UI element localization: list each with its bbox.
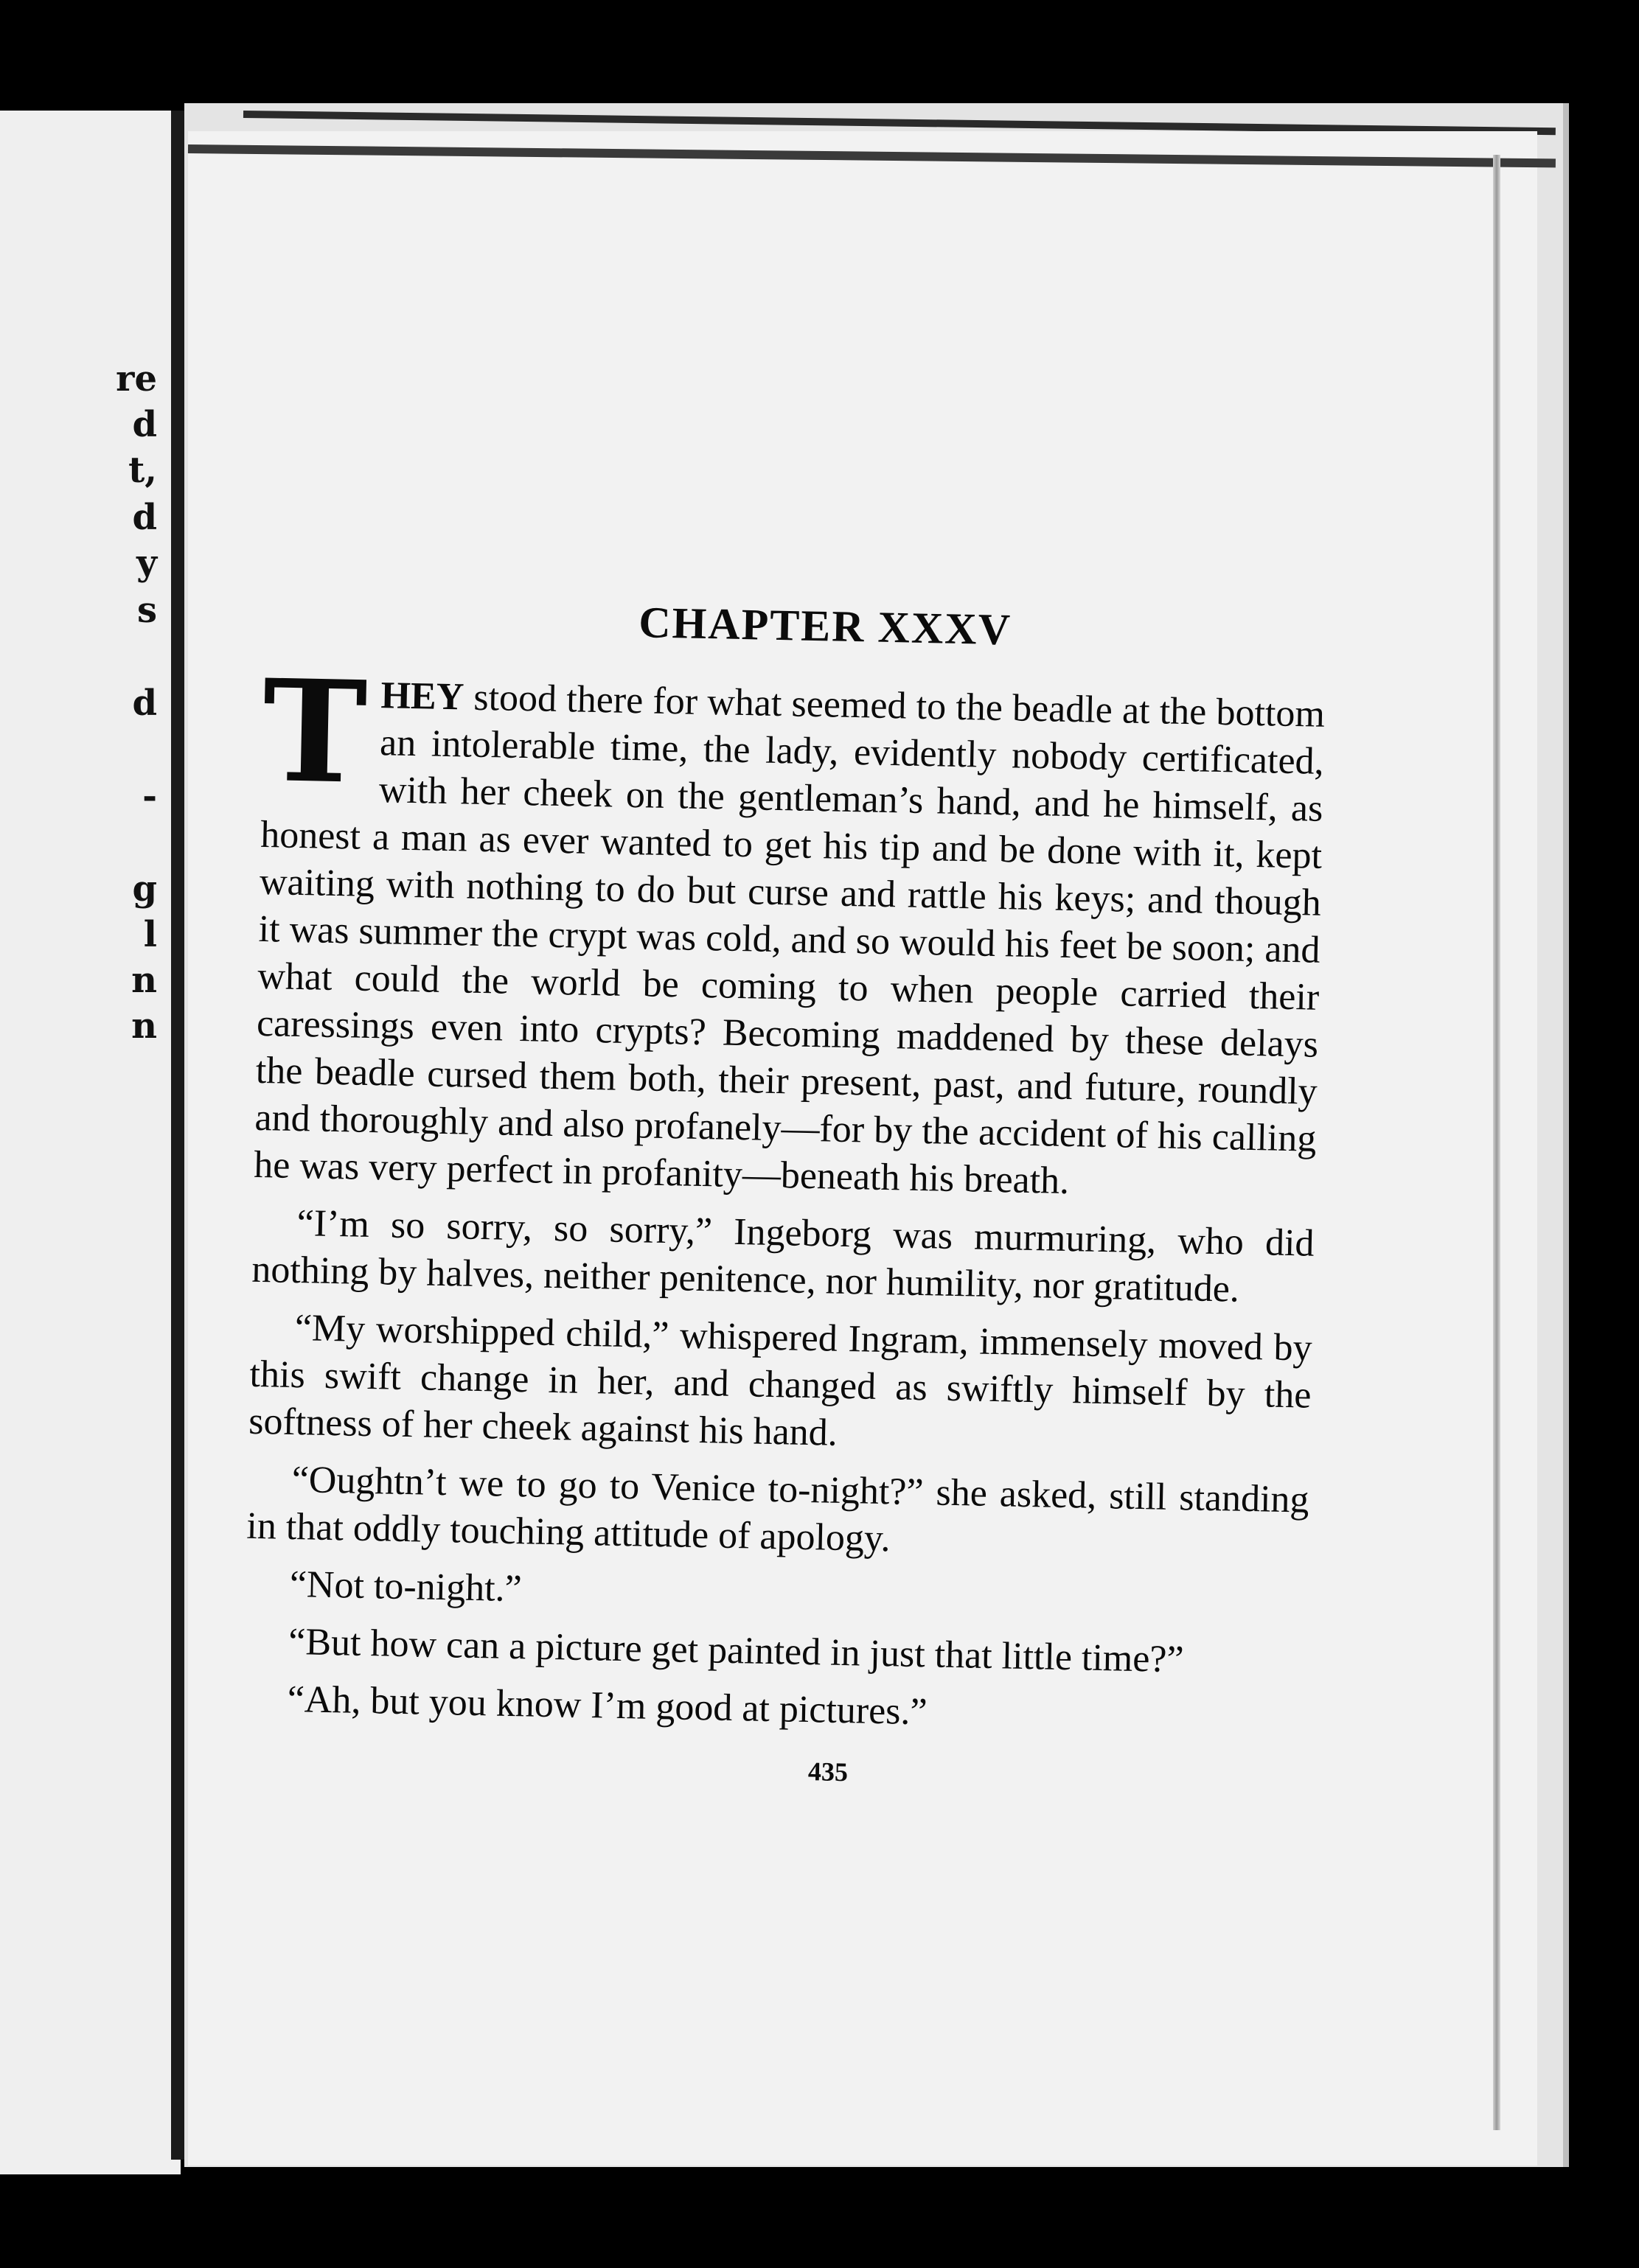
- page-text: [242, 590, 1327, 1797]
- left-page-fragment: g: [132, 868, 157, 910]
- page-fore-edge: [1493, 155, 1500, 2130]
- chapter-title: CHAPTER XXXV: [638, 598, 1012, 655]
- left-page-fragment: t,: [128, 450, 157, 491]
- left-page-fragment: s: [136, 590, 157, 631]
- first-word: HEY: [380, 674, 464, 719]
- drop-cap: T: [260, 648, 369, 815]
- paragraph: [253, 648, 1326, 1210]
- paragraph: “Ah, but you know I’m good at pictures.”: [287, 1678, 928, 1734]
- paragraph: “I’m so sorry, so sorry,” Ingeborg was murmuring, who did nothing by halves, neither penitence, nor humility, nor gratitude.: [251, 1202, 1315, 1311]
- paragraph: “Not to-night.”: [289, 1563, 523, 1611]
- paragraph: “My worshipped child,” whispered Ingram, immensely moved by this swift change in her, and changed as swiftly himself by the softness of her cheek against his hand.: [248, 1307, 1313, 1454]
- left-page-fragment: re: [116, 358, 157, 399]
- left-page-fragment: -: [142, 775, 157, 817]
- left-page-fragment: d: [132, 497, 157, 538]
- left-page-fragment: d: [132, 404, 157, 445]
- left-page-fragment: l: [143, 914, 157, 955]
- left-page-fragment: y: [136, 542, 157, 584]
- paragraph: “Oughtn’t we to go to Venice to-night?” she asked, still standing in that oddly touching attitude of apology.: [246, 1458, 1310, 1560]
- left-page-fragment: d: [132, 683, 157, 724]
- left-page-fragment: n: [131, 960, 157, 1001]
- paragraph-text: stood there for what seemed to the beadle at the bottom an intolerable time, the lady, evidently nobody certificated, with her cheek on the gentleman’s hand, and he himself, as honest a man as ever wanted to get his tip and be done with it, kept waiting with nothing to do but curse and rattle his keys; and though it was summer the crypt was cold, and so would his feet be soon; and what could the world be coming to when people carried their caressings even into crypts? Becoming maddened by these delays the beadle cursed them both, their present, past, and future, roundly and thoroughly and also profanely—for by the accident of his calling he was very perfect in profanity—beneath his breath.: [253, 676, 1326, 1203]
- paragraph: “But how can a picture get painted in just that little time?”: [288, 1620, 1185, 1681]
- left-facing-page: [0, 111, 181, 2174]
- page-number: 435: [807, 1756, 849, 1787]
- left-page-fragment: n: [131, 1005, 157, 1047]
